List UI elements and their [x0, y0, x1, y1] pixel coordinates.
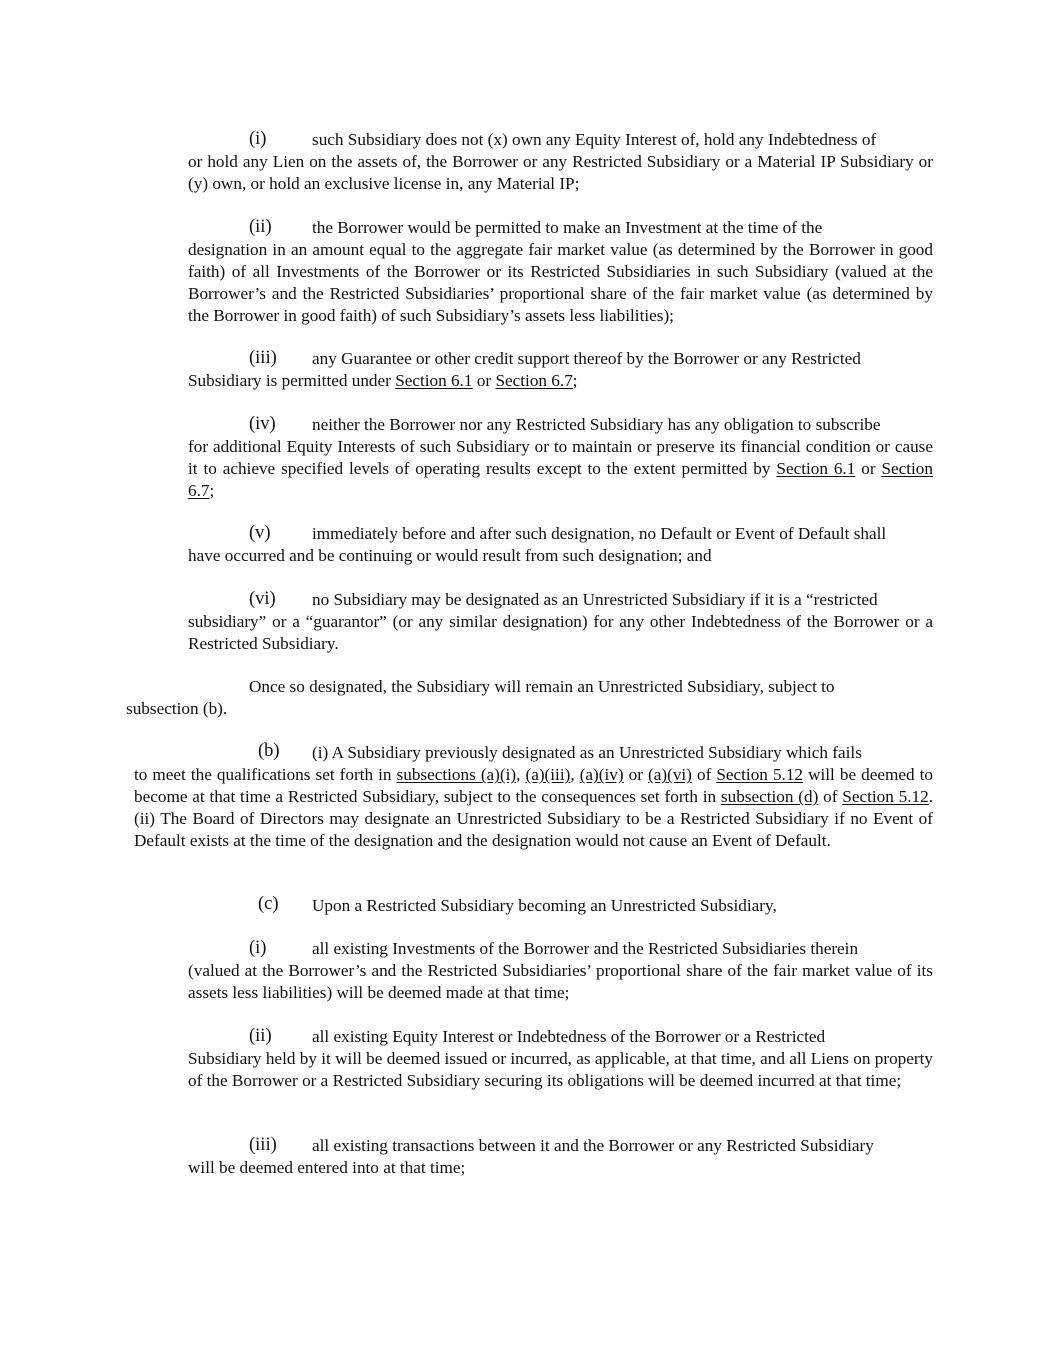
section-reference-link[interactable]: Section 6.7 — [495, 371, 573, 390]
text-run: , — [516, 765, 526, 784]
text-run: for additional Equity Interests of such Subsidiary or to maintain or preserve its financial condition or cause it to achieve specified levels of operating results except to the extent permitted by — [188, 437, 933, 478]
subsection-reference-link[interactable]: (a)(vi) — [648, 765, 692, 784]
item-number: (v) — [249, 523, 271, 543]
text-run: or — [472, 371, 496, 390]
text-run: will be deemed to become at that time a Restricted Subsidiary, subject to the consequences set forth in — [134, 765, 933, 806]
item-text: (valued at the Borrower’s and the Restricted Subsidiaries’ proportional share of the fair market value of its assets less liabilities) will be deemed made at that time; — [188, 961, 933, 1002]
paragraph-text: subsection (b). — [126, 699, 228, 718]
item-text: will be deemed entered into at that time; — [188, 1158, 466, 1177]
text-run: , — [570, 765, 580, 784]
item-number: (i) — [249, 129, 267, 149]
section-reference-link[interactable]: Section 6.1 — [776, 459, 856, 478]
text-run: ; — [209, 481, 215, 500]
section-reference-link[interactable]: Section 6.7 — [188, 459, 933, 500]
subsection-number: (c) — [258, 894, 279, 914]
item-number: (ii) — [249, 1026, 272, 1046]
item-first-line: such Subsidiary does not (x) own any Equity Interest of, hold any Indebtedness of — [312, 130, 877, 149]
item-number: (iii) — [249, 348, 277, 368]
item-first-line: any Guarantee or other credit support thereof by the Borrower or any Restricted — [312, 349, 861, 368]
item-first-line: all existing transactions between it and the Borrower or any Restricted Subsidiary — [312, 1136, 874, 1155]
subsection-reference-link[interactable]: subsections (a)(i) — [396, 765, 517, 784]
item-text — [188, 370, 933, 392]
item-text: or hold any Lien on the assets of, the Borrower or any Restricted Subsidiary or a Material IP Subsidiary or (y) own, or hold an exclusive license in, any Material IP; — [188, 152, 933, 193]
item-number: (iii) — [249, 1135, 277, 1155]
subsection-reference-link[interactable]: (a)(iv) — [579, 765, 624, 784]
text-run: . (ii) The Board of Directors may designate an Unrestricted Subsidiary to be a Restricted Subsidiary if no Event of Default exists at the time of the designation and the designation would not cause an Event of Default. — [134, 787, 934, 850]
text-run: to meet the qualifications set forth in — [134, 765, 397, 784]
item-number: (ii) — [249, 217, 272, 237]
text-run: of — [818, 787, 843, 806]
item-text — [188, 436, 933, 502]
subsection-first-line: Upon a Restricted Subsidiary becoming an Unrestricted Subsidiary, — [312, 896, 777, 915]
paragraph-first-line: Once so designated, the Subsidiary will remain an Unrestricted Subsidiary, subject to — [249, 677, 835, 696]
item-first-line: all existing Equity Interest or Indebtedness of the Borrower or a Restricted — [312, 1027, 826, 1046]
item-first-line: no Subsidiary may be designated as an Unrestricted Subsidiary if it is a “restricted — [312, 590, 878, 609]
text-run: or — [855, 459, 882, 478]
text-run: or — [623, 765, 649, 784]
subsection-number: (b) — [258, 741, 280, 761]
item-text: Subsidiary held by it will be deemed issued or incurred, as applicable, at that time, and all Liens on property of the Borrower or a Restricted Subsidiary securing its obligations will be deemed incurred at that time; — [188, 1049, 933, 1090]
item-text: designation in an amount equal to the aggregate fair market value (as determined by the Borrower in good faith) of all Investments of the Borrower or its Restricted Subsidiaries in such Subsidiary (valued at the Borrower’s and the Restricted Subsidiaries’ proportional share of the fair market value (as determined by the Borrower in good faith) of such Subsidiary’s assets less liabilities); — [188, 240, 933, 325]
item-text: have occurred and be continuing or would result from such designation; and — [188, 546, 712, 565]
item-number: (i) — [249, 938, 267, 958]
item-text: subsidiary” or a “guarantor” (or any similar designation) for any other Indebtedness of the Borrower or a Restricted Subsidiary. — [188, 612, 933, 653]
text-run: of — [691, 765, 717, 784]
item-first-line: the Borrower would be permitted to make an Investment at the time of the — [312, 218, 823, 237]
text-run: ; — [572, 371, 578, 390]
section-reference-link[interactable]: Section 5.12 — [716, 765, 804, 784]
subsection-reference-link[interactable]: (a)(iii) — [525, 765, 571, 784]
item-first-line: immediately before and after such designation, no Default or Event of Default shall — [312, 524, 887, 543]
item-number: (iv) — [249, 414, 276, 434]
text-run: Subsidiary is permitted under — [188, 371, 396, 390]
subsection-reference-link[interactable]: subsection (d) — [720, 787, 819, 806]
item-first-line: all existing Investments of the Borrower and the Restricted Subsidiaries therein — [312, 939, 859, 958]
section-reference-link[interactable]: Section 5.12 — [842, 787, 929, 806]
subsection-text — [134, 764, 933, 852]
subsection-first-line: (i) A Subsidiary previously designated as an Unrestricted Subsidiary which fails — [312, 743, 862, 762]
item-number: (vi) — [249, 589, 276, 609]
section-reference-link[interactable]: Section 6.1 — [395, 371, 473, 390]
item-first-line: neither the Borrower nor any Restricted Subsidiary has any obligation to subscribe — [312, 415, 881, 434]
